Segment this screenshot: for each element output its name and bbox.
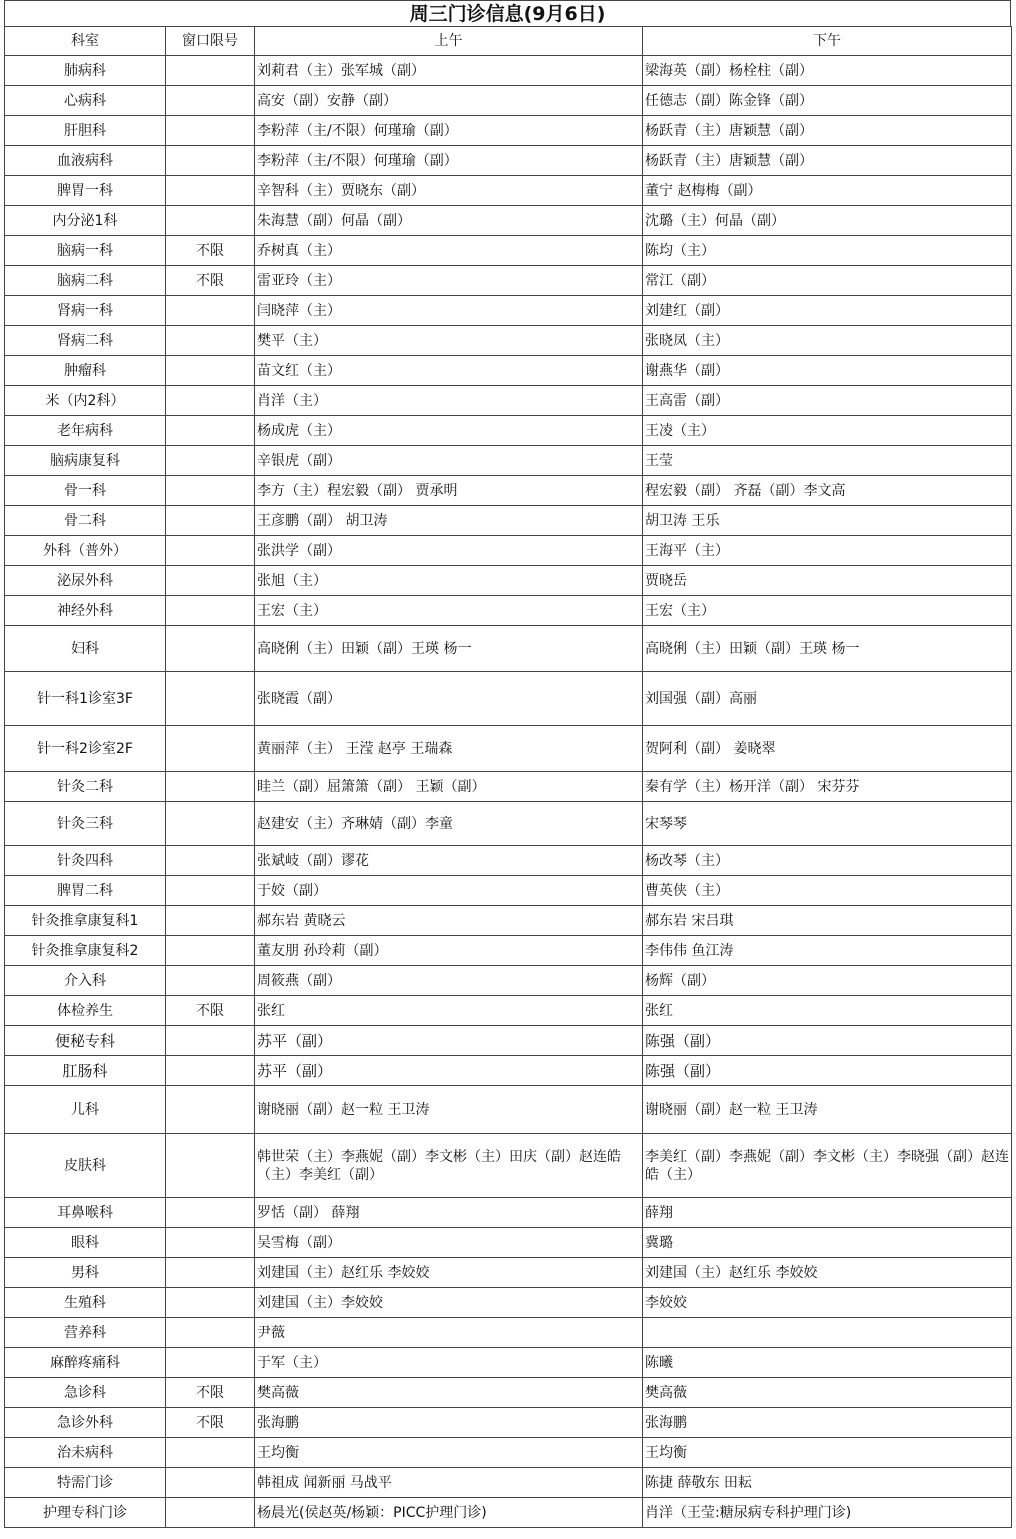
limit-cell: [166, 1228, 255, 1258]
afternoon-cell: 陈强（副）: [643, 1056, 1012, 1086]
afternoon-cell: 董宁 赵梅梅（副）: [643, 176, 1012, 206]
dept-cell: 老年病科: [5, 416, 166, 446]
morning-cell: 苗文红（主）: [255, 356, 643, 386]
table-row: [5, 446, 1012, 476]
page-title: 周三门诊信息(9月6日): [4, 0, 1011, 26]
dept-cell: 男科: [5, 1258, 166, 1288]
dept-cell: 针灸推拿康复科1: [5, 906, 166, 936]
morning-cell: 李方（主）程宏毅（副） 贾承明: [255, 476, 643, 506]
morning-cell: 尹薇: [255, 1318, 643, 1348]
table-row: [5, 356, 1012, 386]
table-row: [5, 846, 1012, 876]
limit-cell: [166, 1026, 255, 1056]
limit-cell: [166, 536, 255, 566]
morning-cell: 张洪学（副）: [255, 536, 643, 566]
afternoon-cell: 高晓俐（主）田颖（副）王瑛 杨一: [643, 626, 1012, 672]
table-row: [5, 506, 1012, 536]
limit-cell: [166, 296, 255, 326]
afternoon-cell: 薛翔: [643, 1198, 1012, 1228]
morning-cell: 樊高薇: [255, 1378, 643, 1408]
limit-cell: [166, 566, 255, 596]
dept-cell: 泌尿外科: [5, 566, 166, 596]
afternoon-cell: 杨跃青（主）唐颖慧（副）: [643, 146, 1012, 176]
table-row: [5, 626, 1012, 672]
table-row: [5, 1498, 1012, 1528]
morning-cell: 李粉萍（主/不限）何瑾瑜（副）: [255, 116, 643, 146]
afternoon-cell: 张红: [643, 996, 1012, 1026]
dept-cell: 肿瘤科: [5, 356, 166, 386]
afternoon-cell: 刘建红（副）: [643, 296, 1012, 326]
table-row: [5, 206, 1012, 236]
morning-cell: 苏平（副）: [255, 1056, 643, 1086]
morning-cell: 于军（主）: [255, 1348, 643, 1378]
morning-cell: 杨晨光(侯赵英/杨颖：PICC护理门诊): [255, 1498, 643, 1528]
afternoon-cell: 贺阿利（副） 姜晓翠: [643, 726, 1012, 772]
table-row: [5, 1134, 1012, 1198]
morning-cell: 杨成虎（主）: [255, 416, 643, 446]
limit-cell: [166, 86, 255, 116]
morning-cell: 闫晓萍（主）: [255, 296, 643, 326]
afternoon-cell: 李美红（副）李燕妮（副）李文彬（主）李晓强（副）赵连皓（主）: [643, 1134, 1012, 1198]
afternoon-cell: 陈捷 薛敬东 田耘: [643, 1468, 1012, 1498]
afternoon-cell: 陈强（副）: [643, 1026, 1012, 1056]
dept-cell: 针灸二科: [5, 772, 166, 802]
afternoon-cell: 王均衡: [643, 1438, 1012, 1468]
table-row: [5, 116, 1012, 146]
table-row: [5, 966, 1012, 996]
dept-cell: 急诊外科: [5, 1408, 166, 1438]
limit-cell: [166, 56, 255, 86]
morning-cell: 王彦鹏（副） 胡卫涛: [255, 506, 643, 536]
afternoon-cell: 秦有学（主）杨开洋（副） 宋芬芬: [643, 772, 1012, 802]
limit-cell: [166, 1498, 255, 1528]
limit-cell: [166, 876, 255, 906]
morning-cell: 王宏（主）: [255, 596, 643, 626]
dept-cell: 便秘专科: [5, 1026, 166, 1056]
afternoon-cell: 杨辉（副）: [643, 966, 1012, 996]
table-row: [5, 536, 1012, 566]
morning-cell: 刘莉君（主）张军城（副）: [255, 56, 643, 86]
afternoon-cell: 王海平（主）: [643, 536, 1012, 566]
limit-cell: [166, 1258, 255, 1288]
table-row: [5, 596, 1012, 626]
dept-cell: 肝胆科: [5, 116, 166, 146]
afternoon-cell: 曹英侠（主）: [643, 876, 1012, 906]
morning-cell: 辛智科（主）贾晓东（副）: [255, 176, 643, 206]
morning-cell: 高安（副）安静（副）: [255, 86, 643, 116]
dept-cell: 血液病科: [5, 146, 166, 176]
dept-cell: 脑病二科: [5, 266, 166, 296]
dept-cell: 营养科: [5, 1318, 166, 1348]
morning-cell: 黄丽萍（主） 王滢 赵亭 王瑞森: [255, 726, 643, 772]
morning-cell: 张晓霞（副）: [255, 672, 643, 726]
limit-cell: [166, 966, 255, 996]
dept-cell: 心病科: [5, 86, 166, 116]
dept-cell: 介入科: [5, 966, 166, 996]
dept-cell: 儿科: [5, 1086, 166, 1134]
morning-cell: 雷亚玲（主）: [255, 266, 643, 296]
limit-cell: [166, 356, 255, 386]
afternoon-cell: 程宏毅（副） 齐磊（副）李文高: [643, 476, 1012, 506]
dept-cell: 生殖科: [5, 1288, 166, 1318]
afternoon-cell: 樊高薇: [643, 1378, 1012, 1408]
dept-cell: 皮肤科: [5, 1134, 166, 1198]
table-row: [5, 566, 1012, 596]
table-row: [5, 1288, 1012, 1318]
limit-cell: [166, 1056, 255, 1086]
table-row: [5, 326, 1012, 356]
limit-cell: 不限: [166, 236, 255, 266]
morning-cell: 辛银虎（副）: [255, 446, 643, 476]
table-row: [5, 296, 1012, 326]
table-row: [5, 1056, 1012, 1086]
limit-cell: [166, 1134, 255, 1198]
limit-cell: [166, 476, 255, 506]
afternoon-cell: 常江（副）: [643, 266, 1012, 296]
afternoon-cell: 杨跃青（主）唐颖慧（副）: [643, 116, 1012, 146]
table-row: [5, 802, 1012, 846]
dept-cell: 特需门诊: [5, 1468, 166, 1498]
table-row: [5, 672, 1012, 726]
morning-cell: 郝东岩 黄晓云: [255, 906, 643, 936]
limit-cell: [166, 1086, 255, 1134]
afternoon-cell: 王莹: [643, 446, 1012, 476]
morning-cell: 韩世荣（主）李燕妮（副）李文彬（主）田庆（副）赵连皓（主）李美红（副）: [255, 1134, 643, 1198]
header-pm: 下午: [643, 27, 1012, 56]
morning-cell: 于姣（副）: [255, 876, 643, 906]
afternoon-cell: 李姣姣: [643, 1288, 1012, 1318]
limit-cell: 不限: [166, 1408, 255, 1438]
afternoon-cell: 李伟伟 鱼江涛: [643, 936, 1012, 966]
limit-cell: 不限: [166, 266, 255, 296]
table-row: [5, 1026, 1012, 1056]
afternoon-cell: 宋琴琴: [643, 802, 1012, 846]
dept-cell: 内分泌1科: [5, 206, 166, 236]
morning-cell: 乔树真（主）: [255, 236, 643, 266]
schedule-body: [5, 56, 1012, 1528]
afternoon-cell: 肖洋（王莹:糖尿病专科护理门诊): [643, 1498, 1012, 1528]
afternoon-cell: 冀璐: [643, 1228, 1012, 1258]
table-row: [5, 1468, 1012, 1498]
afternoon-cell: 王凌（主）: [643, 416, 1012, 446]
table-row: [5, 772, 1012, 802]
limit-cell: [166, 416, 255, 446]
limit-cell: [166, 1318, 255, 1348]
afternoon-cell: 陈均（主）: [643, 236, 1012, 266]
limit-cell: [166, 386, 255, 416]
limit-cell: [166, 176, 255, 206]
morning-cell: 苏平（副）: [255, 1026, 643, 1056]
table-row: [5, 906, 1012, 936]
dept-cell: 针灸四科: [5, 846, 166, 876]
dept-cell: 肾病一科: [5, 296, 166, 326]
dept-cell: 针一科2诊室2F: [5, 726, 166, 772]
dept-cell: 肛肠科: [5, 1056, 166, 1086]
morning-cell: 朱海慧（副）何晶（副）: [255, 206, 643, 236]
table-row: [5, 476, 1012, 506]
dept-cell: 肺病科: [5, 56, 166, 86]
afternoon-cell: 陈曦: [643, 1348, 1012, 1378]
dept-cell: 体检养生: [5, 996, 166, 1026]
limit-cell: 不限: [166, 996, 255, 1026]
morning-cell: 眭兰（副）屈箫箫（副） 王颖（副）: [255, 772, 643, 802]
schedule-sheet: [4, 0, 1011, 1528]
table-row: [5, 936, 1012, 966]
morning-cell: 罗恬（副） 薛翔: [255, 1198, 643, 1228]
dept-cell: 耳鼻喉科: [5, 1198, 166, 1228]
afternoon-cell: 任德志（副）陈金锋（副）: [643, 86, 1012, 116]
dept-cell: 针一科1诊室3F: [5, 672, 166, 726]
header-am: 上午: [255, 27, 643, 56]
limit-cell: [166, 772, 255, 802]
limit-cell: [166, 1468, 255, 1498]
dept-cell: 护理专科门诊: [5, 1498, 166, 1528]
dept-cell: 神经外科: [5, 596, 166, 626]
afternoon-cell: 王高雷（副）: [643, 386, 1012, 416]
afternoon-cell: 沈璐（主）何晶（副）: [643, 206, 1012, 236]
table-row: [5, 1258, 1012, 1288]
afternoon-cell: 张海鹏: [643, 1408, 1012, 1438]
dept-cell: 脾胃二科: [5, 876, 166, 906]
limit-cell: [166, 672, 255, 726]
dept-cell: 脑病康复科: [5, 446, 166, 476]
table-row: [5, 236, 1012, 266]
table-row: [5, 1408, 1012, 1438]
dept-cell: 外科（普外）: [5, 536, 166, 566]
morning-cell: 吴雪梅（副）: [255, 1228, 643, 1258]
table-row: [5, 266, 1012, 296]
table-row: [5, 876, 1012, 906]
dept-cell: 脾胃一科: [5, 176, 166, 206]
afternoon-cell: 胡卫涛 王乐: [643, 506, 1012, 536]
table-row: [5, 176, 1012, 206]
morning-cell: 谢晓丽（副）赵一粒 王卫涛: [255, 1086, 643, 1134]
limit-cell: [166, 596, 255, 626]
table-row: [5, 726, 1012, 772]
limit-cell: [166, 1198, 255, 1228]
dept-cell: 脑病一科: [5, 236, 166, 266]
table-row: [5, 996, 1012, 1026]
morning-cell: 刘建国（主）赵红乐 李姣姣: [255, 1258, 643, 1288]
table-row: [5, 86, 1012, 116]
afternoon-cell: 郝东岩 宋吕琪: [643, 906, 1012, 936]
morning-cell: 樊平（主）: [255, 326, 643, 356]
dept-cell: 麻醉疼痛科: [5, 1348, 166, 1378]
limit-cell: [166, 326, 255, 356]
limit-cell: [166, 626, 255, 672]
limit-cell: [166, 846, 255, 876]
morning-cell: 周筱燕（副）: [255, 966, 643, 996]
dept-cell: 针灸推拿康复科2: [5, 936, 166, 966]
table-row: [5, 1348, 1012, 1378]
dept-cell: 针灸三科: [5, 802, 166, 846]
afternoon-cell: 刘建国（主）赵红乐 李姣姣: [643, 1258, 1012, 1288]
dept-cell: 急诊科: [5, 1378, 166, 1408]
afternoon-cell: [643, 1318, 1012, 1348]
limit-cell: [166, 506, 255, 536]
table-row: [5, 386, 1012, 416]
morning-cell: 赵建安（主）齐琳婧（副）李童: [255, 802, 643, 846]
afternoon-cell: 张晓凤（主）: [643, 326, 1012, 356]
morning-cell: 刘建国（主）李姣姣: [255, 1288, 643, 1318]
table-row: [5, 1438, 1012, 1468]
morning-cell: 王均衡: [255, 1438, 643, 1468]
table-row: [5, 416, 1012, 446]
limit-cell: [166, 116, 255, 146]
table-row: [5, 1318, 1012, 1348]
table-row: [5, 1378, 1012, 1408]
limit-cell: [166, 206, 255, 236]
dept-cell: 骨二科: [5, 506, 166, 536]
dept-cell: 骨一科: [5, 476, 166, 506]
limit-cell: [166, 1438, 255, 1468]
limit-cell: [166, 146, 255, 176]
dept-cell: 治未病科: [5, 1438, 166, 1468]
table-row: [5, 1086, 1012, 1134]
afternoon-cell: 梁海英（副）杨栓柱（副）: [643, 56, 1012, 86]
afternoon-cell: 刘国强（副）高丽: [643, 672, 1012, 726]
header-limit: 窗口限号: [166, 27, 255, 56]
afternoon-cell: 杨改琴（主）: [643, 846, 1012, 876]
afternoon-cell: 谢晓丽（副）赵一粒 王卫涛: [643, 1086, 1012, 1134]
table-row: [5, 1228, 1012, 1258]
limit-cell: [166, 446, 255, 476]
morning-cell: 韩祖成 闻新丽 马战平: [255, 1468, 643, 1498]
morning-cell: 张红: [255, 996, 643, 1026]
morning-cell: 高晓俐（主）田颖（副）王瑛 杨一: [255, 626, 643, 672]
morning-cell: 张旭（主）: [255, 566, 643, 596]
dept-cell: 眼科: [5, 1228, 166, 1258]
morning-cell: 李粉萍（主/不限）何瑾瑜（副）: [255, 146, 643, 176]
limit-cell: 不限: [166, 1378, 255, 1408]
limit-cell: [166, 1348, 255, 1378]
dept-cell: 肾病二科: [5, 326, 166, 356]
limit-cell: [166, 726, 255, 772]
afternoon-cell: 贾晓岳: [643, 566, 1012, 596]
header-dept: 科室: [5, 27, 166, 56]
limit-cell: [166, 936, 255, 966]
dept-cell: 妇科: [5, 626, 166, 672]
table-row: [5, 56, 1012, 86]
morning-cell: 张斌岐（副）谬花: [255, 846, 643, 876]
afternoon-cell: 谢燕华（副）: [643, 356, 1012, 386]
table-row: [5, 1198, 1012, 1228]
morning-cell: 张海鹏: [255, 1408, 643, 1438]
limit-cell: [166, 1288, 255, 1318]
limit-cell: [166, 802, 255, 846]
limit-cell: [166, 906, 255, 936]
dept-cell: 米（内2科）: [5, 386, 166, 416]
schedule-table: [4, 26, 1012, 1528]
morning-cell: 肖洋（主）: [255, 386, 643, 416]
table-row: [5, 146, 1012, 176]
afternoon-cell: 王宏（主）: [643, 596, 1012, 626]
morning-cell: 董友朋 孙玲莉（副）: [255, 936, 643, 966]
